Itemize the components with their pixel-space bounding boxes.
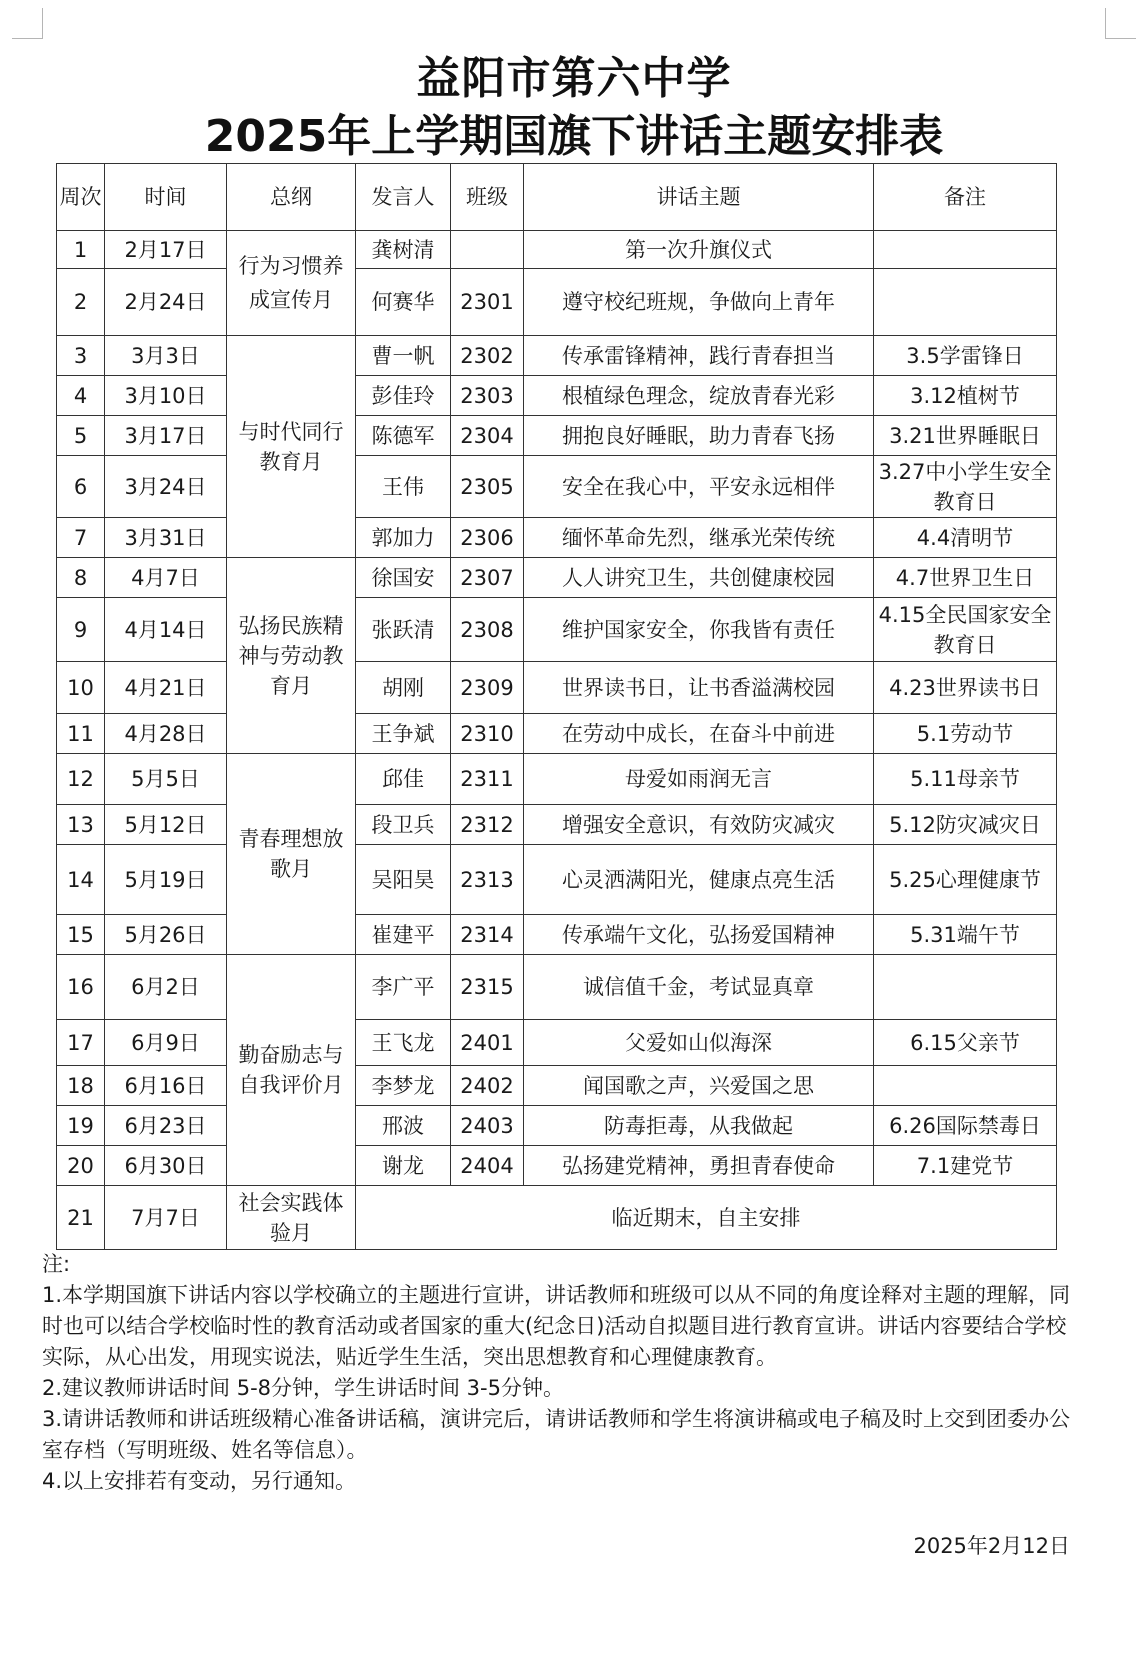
topic-cell: 传承雷锋精神，践行青春担当 — [524, 336, 874, 376]
school-title: 益阳市第六中学 — [416, 53, 732, 104]
speaker-cell: 段卫兵 — [356, 805, 451, 845]
week-cell: 10 — [57, 662, 105, 714]
class-cell: 2305 — [451, 456, 524, 518]
header-remark: 备注 — [874, 164, 1057, 231]
header-outline: 总纲 — [227, 164, 356, 231]
class-cell: 2314 — [451, 915, 524, 955]
schedule-title: 2025年上学期国旗下讲话主题安排表 — [204, 111, 944, 162]
topic-cell: 父爱如山似海深 — [524, 1020, 874, 1066]
speaker-cell: 郭加力 — [356, 518, 451, 558]
date-cell: 3月31日 — [105, 518, 227, 558]
schedule-table — [56, 163, 1057, 1250]
speaker-cell: 邱佳 — [356, 754, 451, 805]
speaker-cell: 谢龙 — [356, 1146, 451, 1186]
date-cell: 2月17日 — [105, 231, 227, 269]
class-cell: 2312 — [451, 805, 524, 845]
speaker-cell: 何赛华 — [356, 269, 451, 336]
class-cell: 2307 — [451, 558, 524, 598]
speaker-cell: 张跃清 — [356, 598, 451, 662]
topic-cell: 第一次升旗仪式 — [524, 231, 874, 269]
week-cell: 4 — [57, 376, 105, 416]
week-cell: 9 — [57, 598, 105, 662]
header-topic: 讲话主题 — [524, 164, 874, 231]
class-cell: 2303 — [451, 376, 524, 416]
week-cell: 11 — [57, 714, 105, 754]
speaker-cell: 王争斌 — [356, 714, 451, 754]
outline-cell: 青春理想放歌月 — [227, 754, 356, 955]
speaker-cell: 徐国安 — [356, 558, 451, 598]
topic-cell: 传承端午文化，弘扬爱国精神 — [524, 915, 874, 955]
remark-cell: 3.27中小学生安全教育日 — [874, 456, 1057, 518]
topic-cell: 人人讲究卫生，共创健康校园 — [524, 558, 874, 598]
class-cell: 2304 — [451, 416, 524, 456]
class-cell — [451, 231, 524, 269]
week-cell: 5 — [57, 416, 105, 456]
date-cell: 4月14日 — [105, 598, 227, 662]
remark-cell: 4.15全民国家安全教育日 — [874, 598, 1057, 662]
week-cell: 20 — [57, 1146, 105, 1186]
table-row — [57, 1186, 1057, 1250]
date-cell: 3月17日 — [105, 416, 227, 456]
week-cell: 13 — [57, 805, 105, 845]
table-row — [57, 1066, 1057, 1106]
remark-cell: 5.11母亲节 — [874, 754, 1057, 805]
topic-cell: 母爱如雨润无言 — [524, 754, 874, 805]
note-item: 2.建议教师讲话时间 5-8分钟，学生讲话时间 3-5分钟。 — [42, 1376, 564, 1400]
topic-cell: 闻国歌之声，兴爱国之思 — [524, 1066, 874, 1106]
topic-cell: 安全在我心中，平安永远相伴 — [524, 456, 874, 518]
date-cell: 6月23日 — [105, 1106, 227, 1146]
table-row — [57, 1106, 1057, 1146]
class-cell: 2310 — [451, 714, 524, 754]
outline-cell: 社会实践体验月 — [227, 1186, 356, 1250]
topic-cell: 诚信值千金，考试显真章 — [524, 955, 874, 1020]
class-cell: 2315 — [451, 955, 524, 1020]
speaker-cell: 王伟 — [356, 456, 451, 518]
date-cell: 6月30日 — [105, 1146, 227, 1186]
table-row — [57, 558, 1057, 598]
remark-cell — [874, 1066, 1057, 1106]
week-cell: 6 — [57, 456, 105, 518]
speaker-cell: 王飞龙 — [356, 1020, 451, 1066]
remark-cell — [874, 269, 1057, 336]
table-row — [57, 269, 1057, 336]
topic-cell: 心灵洒满阳光，健康点亮生活 — [524, 845, 874, 915]
week-cell: 8 — [57, 558, 105, 598]
outline-cell: 勤奋励志与自我评价月 — [227, 955, 356, 1186]
notes — [42, 1249, 1074, 1497]
class-cell: 2301 — [451, 269, 524, 336]
issue-date: 2025年2月12日 — [913, 1534, 1070, 1558]
table-row — [57, 518, 1057, 558]
table-row — [57, 915, 1057, 955]
table-row — [57, 955, 1057, 1020]
corner-mark-left — [12, 8, 43, 39]
date-cell: 6月16日 — [105, 1066, 227, 1106]
topic-cell: 拥抱良好睡眠，助力青春飞扬 — [524, 416, 874, 456]
table-row — [57, 598, 1057, 662]
notes-heading: 注: — [42, 1252, 71, 1276]
date-cell: 6月2日 — [105, 955, 227, 1020]
week-cell: 18 — [57, 1066, 105, 1106]
class-cell: 2404 — [451, 1146, 524, 1186]
week-cell: 19 — [57, 1106, 105, 1146]
week-cell: 14 — [57, 845, 105, 915]
speaker-cell: 陈德军 — [356, 416, 451, 456]
outline-cell: 行为习惯养成宣传月 — [227, 231, 356, 336]
topic-cell: 临近期末，自主安排 — [356, 1186, 1057, 1250]
week-cell: 15 — [57, 915, 105, 955]
topic-cell: 世界读书日，让书香溢满校园 — [524, 662, 874, 714]
remark-cell: 3.21世界睡眠日 — [874, 416, 1057, 456]
speaker-cell: 李广平 — [356, 955, 451, 1020]
date-cell: 3月24日 — [105, 456, 227, 518]
table-row — [57, 662, 1057, 714]
week-cell: 16 — [57, 955, 105, 1020]
remark-cell: 3.5学雷锋日 — [874, 336, 1057, 376]
week-cell: 12 — [57, 754, 105, 805]
header-speaker: 发言人 — [356, 164, 451, 231]
speaker-cell: 曹一帆 — [356, 336, 451, 376]
date-cell: 5月12日 — [105, 805, 227, 845]
header-class: 班级 — [451, 164, 524, 231]
week-cell: 7 — [57, 518, 105, 558]
remark-cell: 4.4清明节 — [874, 518, 1057, 558]
date-cell: 5月19日 — [105, 845, 227, 915]
corner-mark-right — [1105, 8, 1136, 39]
topic-cell: 防毒拒毒，从我做起 — [524, 1106, 874, 1146]
date-cell: 5月5日 — [105, 754, 227, 805]
header-date: 时间 — [105, 164, 227, 231]
remark-cell: 3.12植树节 — [874, 376, 1057, 416]
table-row — [57, 1146, 1057, 1186]
remark-cell: 6.26国际禁毒日 — [874, 1106, 1057, 1146]
class-cell: 2308 — [451, 598, 524, 662]
table-row — [57, 376, 1057, 416]
week-cell: 17 — [57, 1020, 105, 1066]
header-week: 周次 — [57, 164, 105, 231]
date-cell: 4月7日 — [105, 558, 227, 598]
speaker-cell: 李梦龙 — [356, 1066, 451, 1106]
class-cell: 2306 — [451, 518, 524, 558]
class-cell: 2302 — [451, 336, 524, 376]
week-cell: 1 — [57, 231, 105, 269]
date-cell: 4月28日 — [105, 714, 227, 754]
speaker-cell: 吴阳昊 — [356, 845, 451, 915]
topic-cell: 遵守校纪班规，争做向上青年 — [524, 269, 874, 336]
table-row — [57, 845, 1057, 915]
remark-cell: 7.1建党节 — [874, 1146, 1057, 1186]
remark-cell: 6.15父亲节 — [874, 1020, 1057, 1066]
speaker-cell: 邢波 — [356, 1106, 451, 1146]
speaker-cell: 胡刚 — [356, 662, 451, 714]
class-cell: 2309 — [451, 662, 524, 714]
week-cell: 3 — [57, 336, 105, 376]
table-row — [57, 336, 1057, 376]
speaker-cell: 龚树清 — [356, 231, 451, 269]
date-cell: 6月9日 — [105, 1020, 227, 1066]
remark-cell: 5.1劳动节 — [874, 714, 1057, 754]
class-cell: 2313 — [451, 845, 524, 915]
table-row — [57, 754, 1057, 805]
class-cell: 2403 — [451, 1106, 524, 1146]
remark-cell: 5.12防灾减灾日 — [874, 805, 1057, 845]
table-row — [57, 805, 1057, 845]
remark-cell — [874, 955, 1057, 1020]
remark-cell — [874, 231, 1057, 269]
class-cell: 2311 — [451, 754, 524, 805]
table-row — [57, 714, 1057, 754]
table-row — [57, 456, 1057, 518]
speaker-cell: 崔建平 — [356, 915, 451, 955]
note-item: 4.以上安排若有变动，另行通知。 — [42, 1469, 357, 1493]
date-cell: 3月10日 — [105, 376, 227, 416]
header-row — [57, 164, 1057, 231]
remark-cell: 4.23世界读书日 — [874, 662, 1057, 714]
note-item: 3.请讲话教师和讲话班级精心准备讲话稿，演讲完后，请讲话教师和学生将演讲稿或电子稿及时上交到团委办公室存档（写明班级、姓名等信息）。 — [42, 1407, 1071, 1462]
outline-cell: 与时代同行教育月 — [227, 336, 356, 558]
remark-cell: 5.31端午节 — [874, 915, 1057, 955]
remark-cell: 5.25心理健康节 — [874, 845, 1057, 915]
week-cell: 2 — [57, 269, 105, 336]
table-row — [57, 1020, 1057, 1066]
date-cell: 4月21日 — [105, 662, 227, 714]
topic-cell: 弘扬建党精神，勇担青春使命 — [524, 1146, 874, 1186]
table-row — [57, 231, 1057, 269]
date-cell: 7月7日 — [105, 1186, 227, 1250]
date-cell: 3月3日 — [105, 336, 227, 376]
week-cell: 21 — [57, 1186, 105, 1250]
date-cell: 2月24日 — [105, 269, 227, 336]
outline-cell: 弘扬民族精神与劳动教育月 — [227, 558, 356, 754]
note-item: 1.本学期国旗下讲话内容以学校确立的主题进行宣讲，讲话教师和班级可以从不同的角度诠释对主题的理解，同时也可以结合学校临时性的教育活动或者国家的重大(纪念日)活动自拟题目进行教育宣讲。讲话内容要结合学校实际，从心出发，用现实说法，贴近学生生活，突出思想教育和心理健康教育。 — [42, 1283, 1071, 1369]
topic-cell: 根植绿色理念，绽放青春光彩 — [524, 376, 874, 416]
table-row — [57, 416, 1057, 456]
class-cell: 2401 — [451, 1020, 524, 1066]
topic-cell: 增强安全意识，有效防灾减灾 — [524, 805, 874, 845]
class-cell: 2402 — [451, 1066, 524, 1106]
topic-cell: 维护国家安全，你我皆有责任 — [524, 598, 874, 662]
topic-cell: 缅怀革命先烈，继承光荣传统 — [524, 518, 874, 558]
remark-cell: 4.7世界卫生日 — [874, 558, 1057, 598]
speaker-cell: 彭佳玲 — [356, 376, 451, 416]
topic-cell: 在劳动中成长，在奋斗中前进 — [524, 714, 874, 754]
date-cell: 5月26日 — [105, 915, 227, 955]
